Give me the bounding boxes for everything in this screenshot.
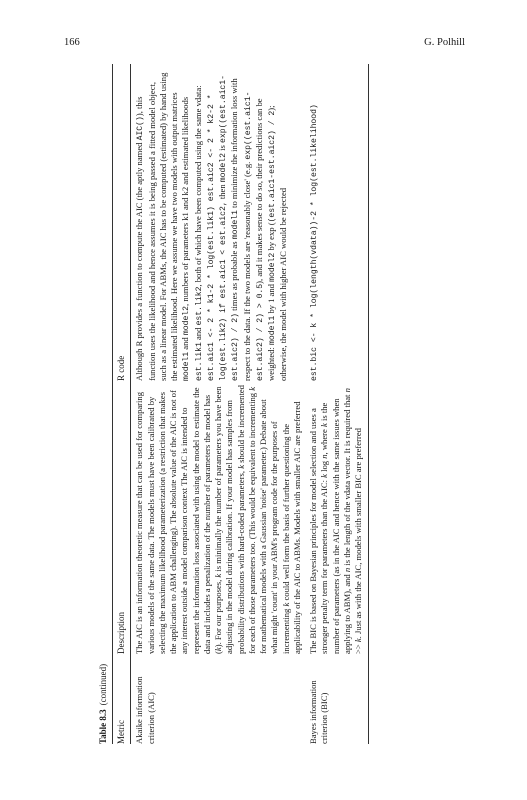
rotated-table xyxy=(98,64,436,744)
text-fragment: log xyxy=(319,458,330,475)
text-fragment: times as probable as xyxy=(229,239,240,313)
math-variable: k xyxy=(246,386,257,391)
code-fragment: model2 xyxy=(182,305,192,336)
math-variable: n xyxy=(341,388,352,393)
table-caption xyxy=(98,664,112,744)
math-variable: k xyxy=(213,573,223,578)
math-variable: k xyxy=(353,638,363,643)
table-caption-text: (continued) xyxy=(98,663,108,706)
code-fragment: est.lik1 xyxy=(194,342,204,381)
metrics-table xyxy=(112,64,369,744)
table-row-bic xyxy=(306,64,369,744)
text-fragment: >> xyxy=(353,642,363,654)
column-header-metric: Metric xyxy=(113,654,131,744)
text-fragment: . Just as with the AIC, models with smaller BIC are preferred xyxy=(353,428,363,639)
running-head-author: G. Polhill xyxy=(424,37,465,48)
code-fragment: est.bic <- k * log(length(vdata))-2 * log(est.likelihood) xyxy=(310,104,319,381)
description-cell xyxy=(306,381,369,654)
code-fragment: est.aic1 <- 2 * k1-2 * log(est.lik1) est.aic2 <- 2 * k2-2 * log(est.lik2) if est.aic1 < est.aic2, xyxy=(206,94,228,381)
code-fragment: AIC() xyxy=(136,116,146,141)
description-cell xyxy=(131,381,306,654)
column-header-description: Description xyxy=(113,381,131,654)
text-fragment: to minimize the information loss with respect to the data. If the two models are 'reasonably close' (e.g. xyxy=(229,78,252,381)
text-fragment: then xyxy=(217,182,227,202)
column-header-rcode: R code xyxy=(113,64,131,381)
table-label: Table 8.3 xyxy=(98,709,108,744)
text-fragment: ), this function uses the likelihood and hence assumes it is being passed a fitted model object, such as a linear model. For ABMs, the AIC has to be computed (estimated) by hand using the estimated likelihood. Here we assume we have two models with output matrices xyxy=(134,72,179,381)
code-fragment: est.lik2 xyxy=(194,286,204,326)
text-fragment: by exp ( xyxy=(266,222,276,253)
text-fragment: and xyxy=(192,325,203,343)
text-fragment: by 1 and xyxy=(266,281,276,316)
metric-cell: Akaike information criterion (AIC) xyxy=(134,676,156,744)
text-fragment: , numbers of parameters k1 and k2 and estimated likelihoods xyxy=(180,96,191,306)
rcode-cell xyxy=(131,64,306,381)
table-row-aic xyxy=(131,64,306,744)
metric-cell: Bayes information criterion (BIC) xyxy=(306,654,369,744)
text-fragment: for mathematical models with a Gaussian 'noise' parameter.) Debate about what might 'count' in your ABM's program code for the purposes of incrementing xyxy=(258,399,291,654)
text-fragment: is the length of the vdata vector. It is required that xyxy=(341,392,352,568)
code-fragment: (est.aic1-est.aic2) / 2 xyxy=(268,110,277,223)
text-fragment: The AIC is an information theoretic measure that can be used for comparing various models of the same data. The models must have been calibrated by selecting the maximum likelihood parameterization (a restriction that makes the application to ABM challenging). The absolute value of the AIC is not of any interest outside a model comparison context The AIC is intended to represent the information loss associated with using the model to estimate the data and includes a penalization of the number of parameters the model has ( xyxy=(134,387,223,654)
math-variable: n xyxy=(341,567,352,573)
text-fragment: , where xyxy=(319,427,330,455)
code-fragment: model1 xyxy=(231,210,241,240)
math-variable: k xyxy=(213,647,223,652)
text-fragment: is xyxy=(217,143,227,154)
code-fragment: exp((est.aic1-est.aic2) / 2) > 0.5 xyxy=(243,91,265,381)
text-fragment: The BIC is based on Bayesian principles for model selection and uses a stronger penalty term for parameters than the AIC: xyxy=(308,408,330,654)
text-fragment: Although R provides a function to compute the AIC (the aptly named xyxy=(134,140,145,381)
math-variable: k xyxy=(235,464,246,469)
text-fragment: is the number of parameters (as in the AIC and hence with the same issues when applying to ABM), and xyxy=(319,398,352,654)
text-fragment: should be incremented for each of those parameters too. (This would be equivalent to incrementing xyxy=(235,385,257,654)
text-fragment: is minimally the number of parameters you have been adjusting in the model during calibration. If your model has samples from probability distributions with hard-coded parameters, xyxy=(213,386,246,654)
rcode-cell xyxy=(306,64,369,381)
math-variable: n xyxy=(319,454,330,459)
code-fragment: model1 xyxy=(182,351,192,381)
code-fragment: model2 xyxy=(219,153,228,183)
text-fragment: ), and it makes sense to do so, their predictions can be weighted: xyxy=(253,98,276,381)
code-fragment: model1 xyxy=(268,315,277,345)
math-variable: k xyxy=(319,474,330,478)
text-fragment: could well form the basis of further questioning the applicability of the AIC to ABMs. Models with smaller AIC are preferred xyxy=(280,401,302,654)
math-variable: k xyxy=(319,423,330,428)
text-fragment: ); otherwise, the model with higher AIC would be rejected xyxy=(266,105,289,381)
math-variable: k xyxy=(280,602,291,607)
text-fragment: ). For our purposes, xyxy=(213,577,223,648)
text-fragment: and xyxy=(180,335,191,352)
table-header-row xyxy=(113,64,131,744)
code-fragment: model2 xyxy=(268,252,277,282)
code-fragment: exp((est.aic1-est.aic2) / 2) xyxy=(219,75,241,381)
page-number: 166 xyxy=(64,37,80,48)
text-fragment: , both of which have been computed using the same vdata: xyxy=(192,85,203,287)
